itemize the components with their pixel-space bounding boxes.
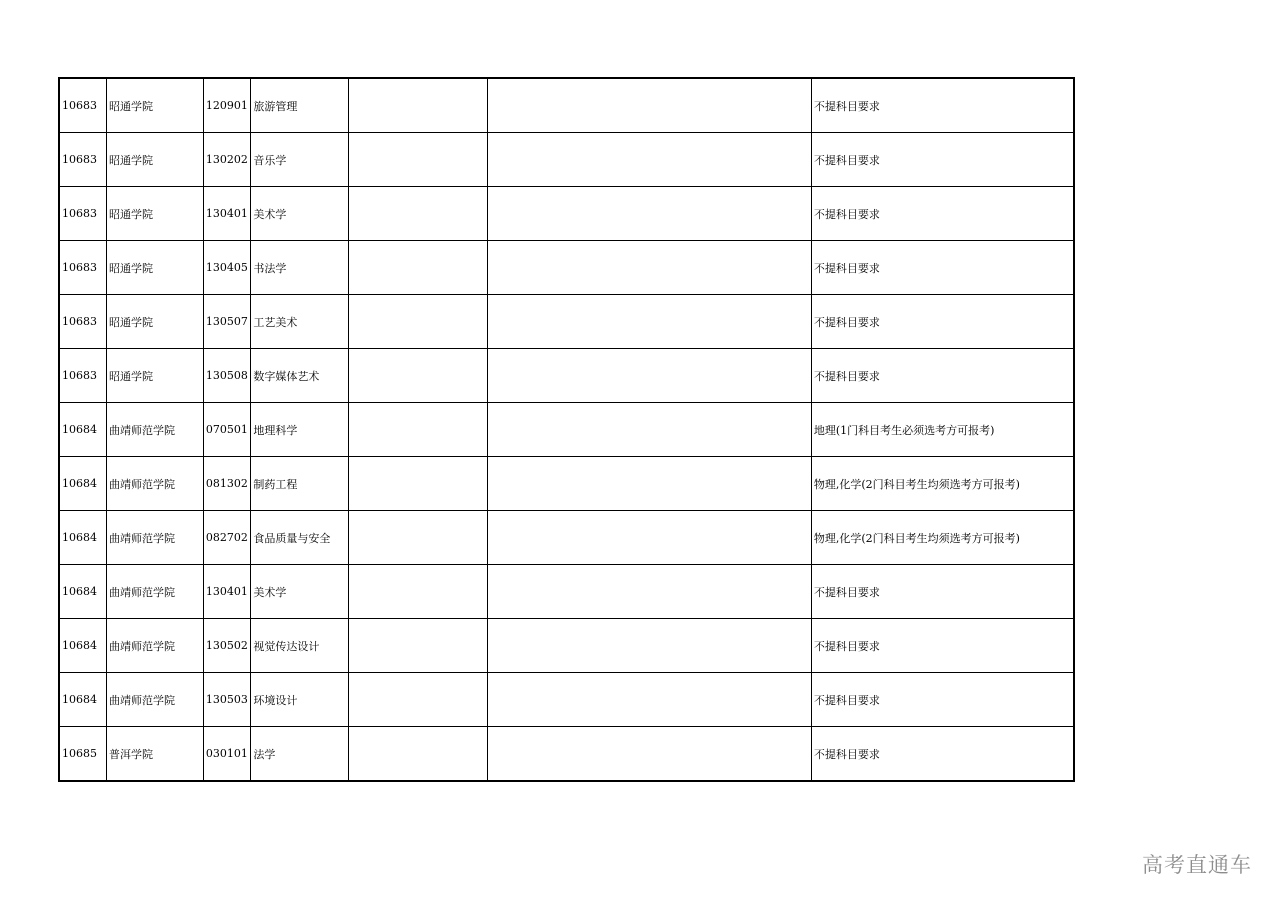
- empty-cell: [349, 241, 487, 295]
- subject-requirement-cell: 不提科目要求: [811, 619, 1074, 673]
- school-code-cell: 10684: [59, 403, 106, 457]
- subject-requirement-cell: 地理(1门科目考生必须选考方可报考): [811, 403, 1074, 457]
- empty-cell: [349, 187, 487, 241]
- school-name-cell: 曲靖师范学院: [106, 673, 203, 727]
- major-code-cell: 120901: [203, 78, 250, 133]
- table-row: [59, 673, 1074, 727]
- table-row: [59, 349, 1074, 403]
- major-name-cell: 书法学: [251, 241, 349, 295]
- subject-requirement-cell: 不提科目要求: [811, 133, 1074, 187]
- subject-requirement-cell: 物理,化学(2门科目考生均须选考方可报考): [811, 511, 1074, 565]
- empty-cell: [349, 457, 487, 511]
- school-code-cell: 10685: [59, 727, 106, 782]
- major-code-cell: 070501: [203, 403, 250, 457]
- school-name-cell: 昭通学院: [106, 349, 203, 403]
- school-name-cell: 曲靖师范学院: [106, 511, 203, 565]
- major-name-cell: 食品质量与安全: [251, 511, 349, 565]
- subject-requirement-cell: 不提科目要求: [811, 241, 1074, 295]
- major-requirements-table: [58, 77, 1075, 782]
- school-name-cell: 曲靖师范学院: [106, 457, 203, 511]
- major-name-cell: 美术学: [251, 565, 349, 619]
- table-row: [59, 78, 1074, 133]
- table-row: [59, 403, 1074, 457]
- major-name-cell: 旅游管理: [251, 78, 349, 133]
- empty-cell: [349, 511, 487, 565]
- school-name-cell: 曲靖师范学院: [106, 403, 203, 457]
- subject-requirement-cell: 不提科目要求: [811, 295, 1074, 349]
- major-code-cell: 081302: [203, 457, 250, 511]
- empty-cell: [487, 187, 811, 241]
- major-name-cell: 法学: [251, 727, 349, 782]
- empty-cell: [487, 295, 811, 349]
- table-row: [59, 457, 1074, 511]
- major-code-cell: 130405: [203, 241, 250, 295]
- empty-cell: [487, 565, 811, 619]
- table-row: [59, 619, 1074, 673]
- subject-requirement-cell: 不提科目要求: [811, 727, 1074, 782]
- empty-cell: [349, 133, 487, 187]
- major-code-cell: 130401: [203, 187, 250, 241]
- school-code-cell: 10683: [59, 187, 106, 241]
- empty-cell: [349, 78, 487, 133]
- subject-requirement-cell: 不提科目要求: [811, 349, 1074, 403]
- major-name-cell: 环境设计: [251, 673, 349, 727]
- empty-cell: [349, 565, 487, 619]
- major-code-cell: 130502: [203, 619, 250, 673]
- major-name-cell: 数字媒体艺术: [251, 349, 349, 403]
- school-code-cell: 10683: [59, 295, 106, 349]
- major-code-cell: 030101: [203, 727, 250, 782]
- major-name-cell: 美术学: [251, 187, 349, 241]
- table-row: [59, 511, 1074, 565]
- school-name-cell: 昭通学院: [106, 133, 203, 187]
- table-row: [59, 187, 1074, 241]
- table-row: [59, 727, 1074, 782]
- empty-cell: [349, 619, 487, 673]
- empty-cell: [487, 457, 811, 511]
- watermark-text: 高考直通车: [1142, 853, 1252, 877]
- table-row: [59, 133, 1074, 187]
- empty-cell: [487, 403, 811, 457]
- school-code-cell: 10683: [59, 241, 106, 295]
- empty-cell: [349, 295, 487, 349]
- empty-cell: [487, 349, 811, 403]
- table-row: [59, 241, 1074, 295]
- subject-requirement-cell: 不提科目要求: [811, 187, 1074, 241]
- empty-cell: [487, 78, 811, 133]
- empty-cell: [487, 133, 811, 187]
- school-name-cell: 曲靖师范学院: [106, 619, 203, 673]
- empty-cell: [487, 727, 811, 782]
- school-code-cell: 10684: [59, 565, 106, 619]
- major-code-cell: 130507: [203, 295, 250, 349]
- school-code-cell: 10684: [59, 619, 106, 673]
- table-row: [59, 295, 1074, 349]
- major-name-cell: 音乐学: [251, 133, 349, 187]
- school-code-cell: 10684: [59, 511, 106, 565]
- school-name-cell: 昭通学院: [106, 241, 203, 295]
- table-row: [59, 565, 1074, 619]
- empty-cell: [349, 403, 487, 457]
- major-code-cell: 130401: [203, 565, 250, 619]
- major-code-cell: 082702: [203, 511, 250, 565]
- major-code-cell: 130508: [203, 349, 250, 403]
- major-code-cell: 130503: [203, 673, 250, 727]
- empty-cell: [349, 727, 487, 782]
- school-name-cell: 昭通学院: [106, 78, 203, 133]
- subject-requirement-cell: 不提科目要求: [811, 78, 1074, 133]
- school-code-cell: 10683: [59, 78, 106, 133]
- subject-requirement-cell: 不提科目要求: [811, 673, 1074, 727]
- subject-requirement-cell: 物理,化学(2门科目考生均须选考方可报考): [811, 457, 1074, 511]
- empty-cell: [349, 349, 487, 403]
- major-name-cell: 工艺美术: [251, 295, 349, 349]
- empty-cell: [349, 673, 487, 727]
- school-name-cell: 昭通学院: [106, 295, 203, 349]
- school-code-cell: 10684: [59, 457, 106, 511]
- school-name-cell: 昭通学院: [106, 187, 203, 241]
- school-code-cell: 10683: [59, 349, 106, 403]
- school-code-cell: 10683: [59, 133, 106, 187]
- major-name-cell: 制药工程: [251, 457, 349, 511]
- empty-cell: [487, 673, 811, 727]
- subject-requirement-cell: 不提科目要求: [811, 565, 1074, 619]
- major-code-cell: 130202: [203, 133, 250, 187]
- major-name-cell: 地理科学: [251, 403, 349, 457]
- major-name-cell: 视觉传达设计: [251, 619, 349, 673]
- empty-cell: [487, 511, 811, 565]
- school-name-cell: 普洱学院: [106, 727, 203, 782]
- empty-cell: [487, 619, 811, 673]
- table-body: [59, 78, 1074, 781]
- empty-cell: [487, 241, 811, 295]
- school-code-cell: 10684: [59, 673, 106, 727]
- school-name-cell: 曲靖师范学院: [106, 565, 203, 619]
